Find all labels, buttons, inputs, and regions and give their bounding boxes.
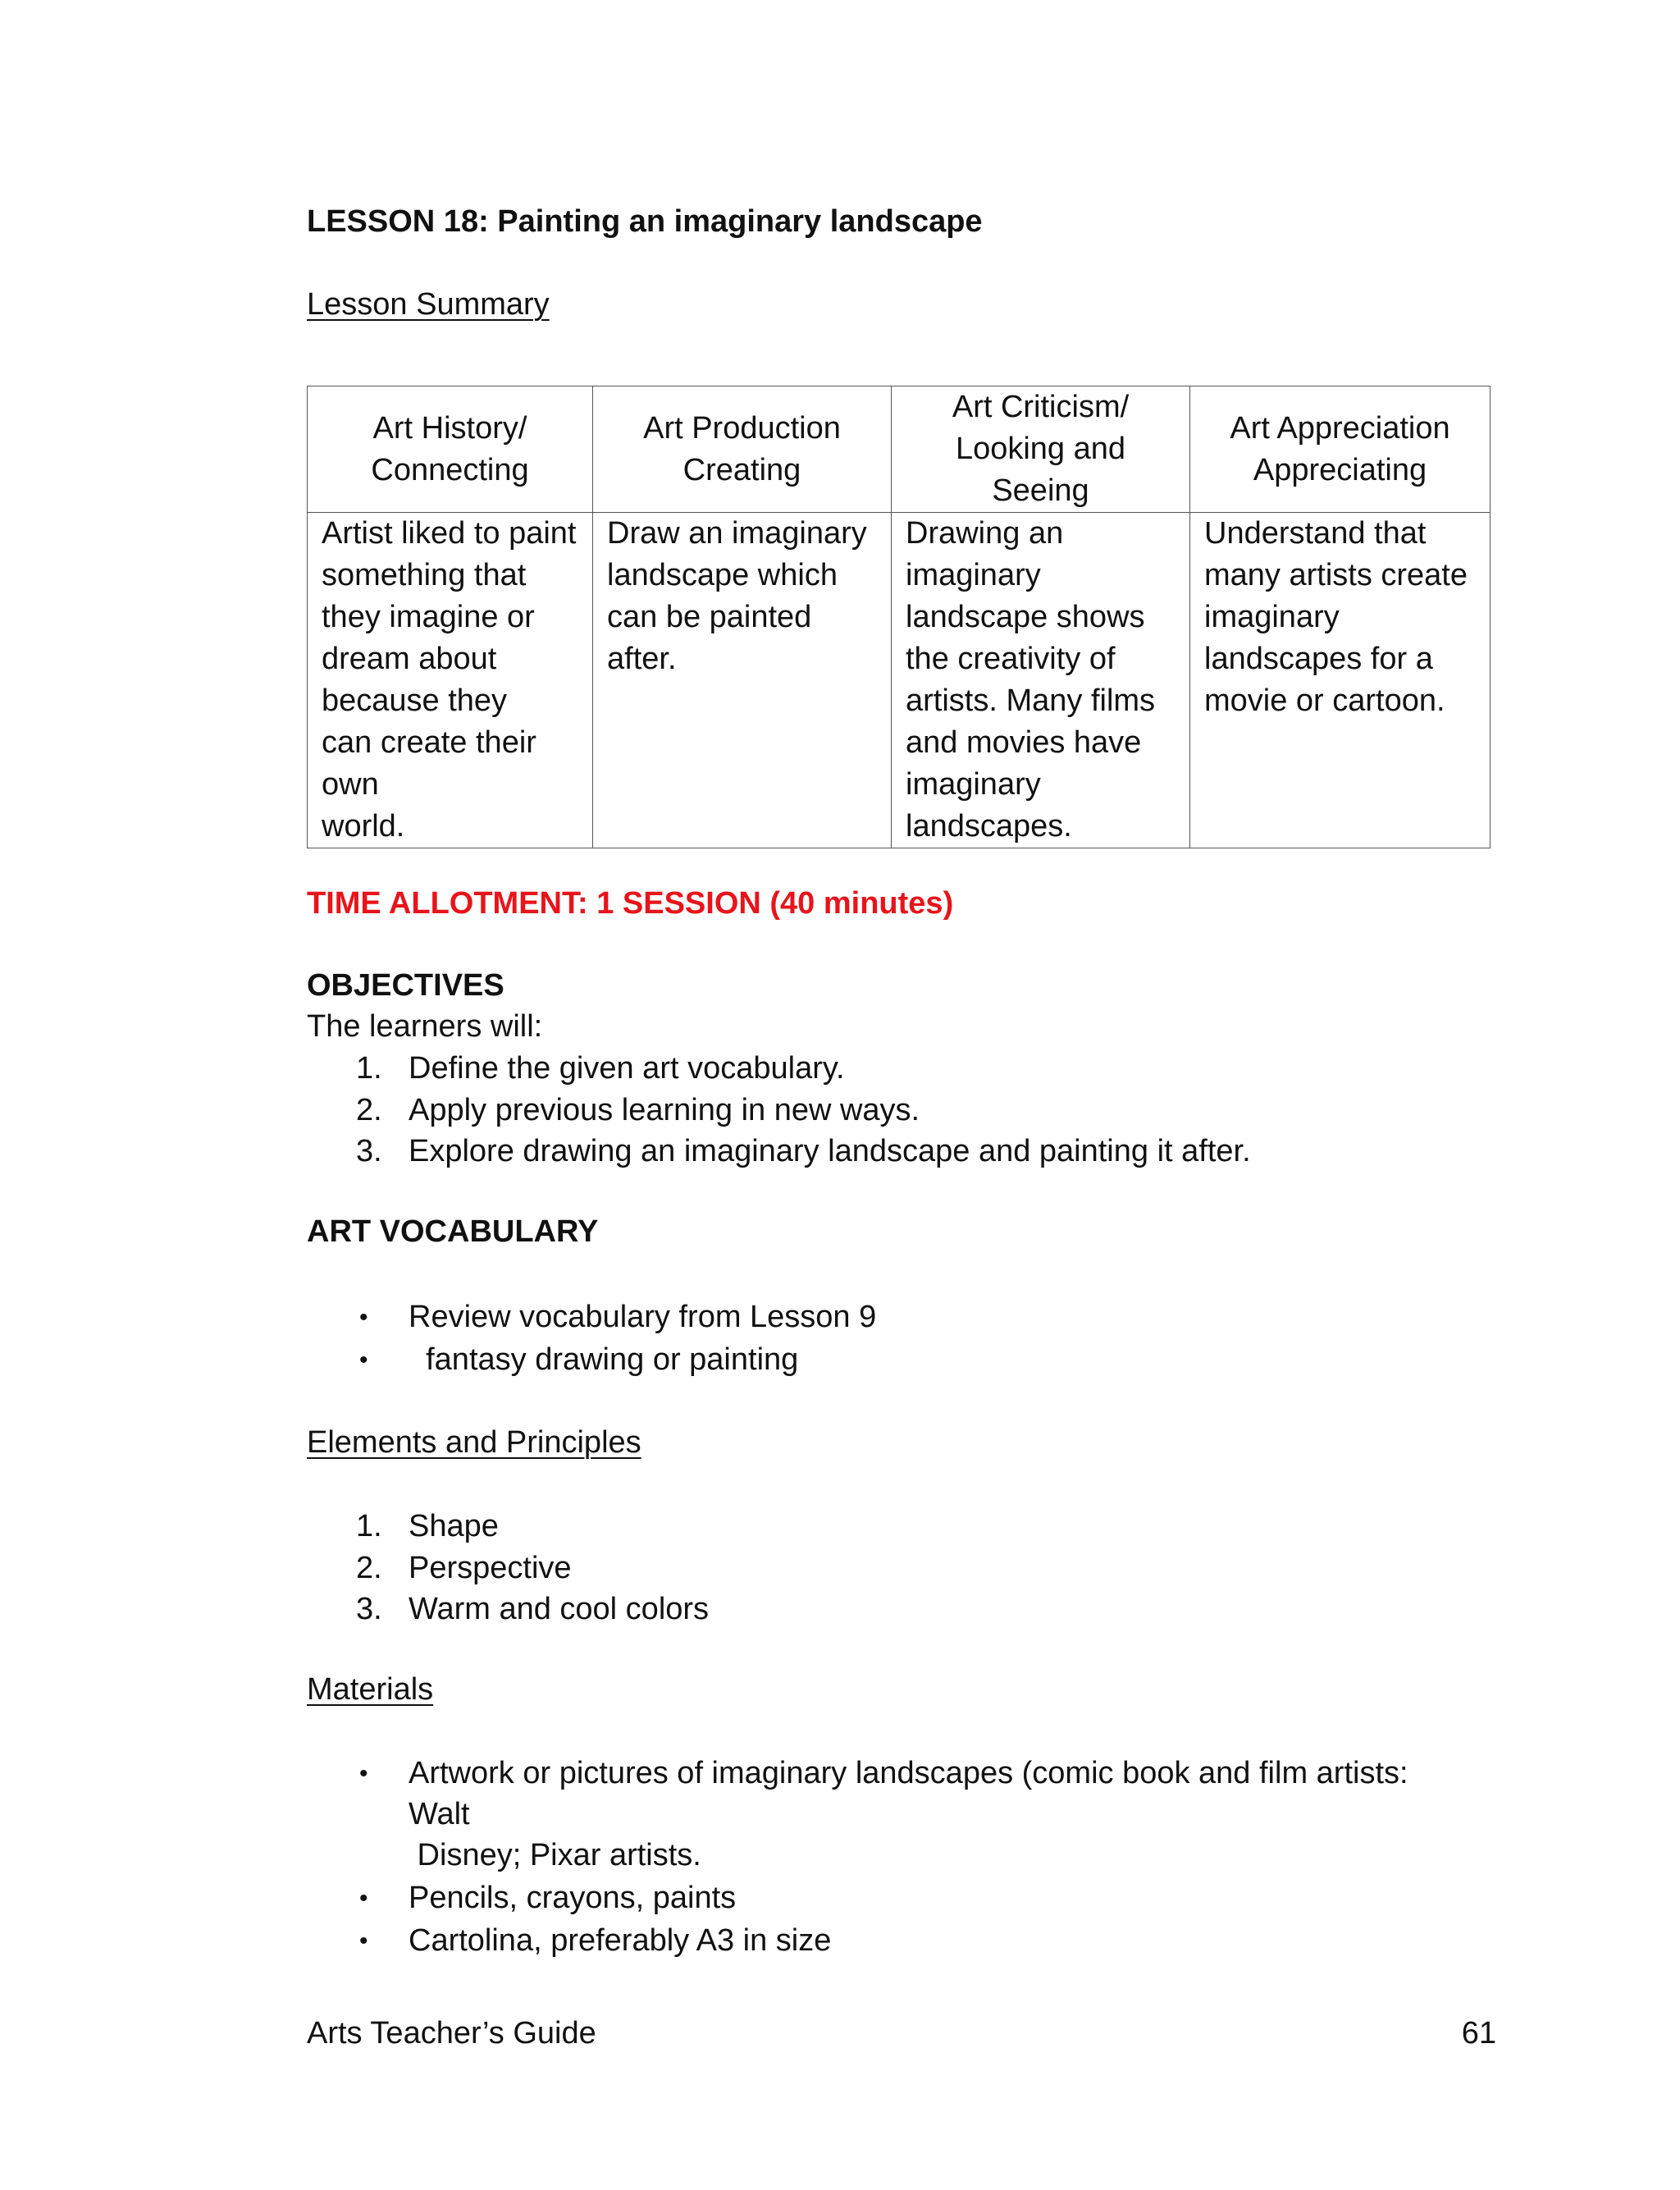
objectives-heading: OBJECTIVES [307, 968, 504, 1003]
list-text: Explore drawing an imaginary landscape and painting it after. [409, 1134, 1251, 1168]
vocabulary-heading: ART VOCABULARY [307, 1214, 599, 1249]
lesson-title: LESSON 18: Painting an imaginary landscape [307, 204, 983, 239]
list-text: Define the given art vocabulary. [409, 1051, 845, 1086]
list-text: Shape [409, 1509, 499, 1543]
list-number: 2. [356, 1551, 382, 1585]
objectives-intro: The learners will: [307, 1009, 543, 1044]
bullet-icon: • [359, 1346, 368, 1374]
elements-heading: Elements and Principles [307, 1425, 641, 1460]
summary-table-header-row [308, 386, 1491, 513]
list-text: Cartolina, preferably A3 in size [409, 1923, 832, 1958]
bullet-icon: • [359, 1885, 368, 1912]
summary-table-body-row [308, 513, 1491, 848]
lesson-summary-table [307, 386, 1491, 848]
list-text: Review vocabulary from Lesson 9 [409, 1300, 877, 1334]
list-text: Apply previous learning in new ways. [409, 1093, 920, 1127]
bullet-icon: • [359, 1927, 368, 1955]
cell-art-history: Artist liked to paint something that they imagine or dream about because they can create their own world. [308, 513, 593, 848]
bullet-icon: • [359, 1304, 368, 1331]
list-number: 3. [356, 1134, 382, 1168]
page-number: 61 [1461, 2016, 1496, 2051]
list-text: Pencils, crayons, paints [409, 1881, 737, 1915]
header-art-appreciation: Art Appreciation Appreciating [1190, 386, 1491, 513]
list-text: Walt [409, 1797, 470, 1831]
header-art-history: Art History/ Connecting [308, 386, 593, 513]
list-number: 1. [356, 1051, 382, 1086]
list-text: Perspective [409, 1551, 572, 1585]
header-art-criticism: Art Criticism/ Looking and Seeing [892, 386, 1190, 513]
footer-guide-title: Arts Teacher’s Guide [307, 2016, 596, 2051]
list-text: Artwork or pictures of imaginary landscapes (comic book and film artists: [409, 1756, 1408, 1790]
list-text: fantasy drawing or painting [409, 1342, 799, 1377]
list-number: 2. [356, 1093, 382, 1127]
list-text: Disney; Pixar artists. [409, 1838, 701, 1872]
bullet-icon: • [359, 1760, 368, 1787]
list-number: 3. [356, 1592, 382, 1626]
list-text: Warm and cool colors [409, 1592, 710, 1626]
materials-heading: Materials [307, 1672, 434, 1707]
summary-heading: Lesson Summary [307, 287, 550, 322]
list-number: 1. [356, 1509, 382, 1543]
cell-art-production: Draw an imaginary landscape which can be painted after. [593, 513, 892, 848]
header-art-production: Art Production Creating [593, 386, 892, 513]
cell-art-criticism: Drawing an imaginary landscape shows the creativity of artists. Many films and movies have imaginary landscapes. [892, 513, 1190, 848]
time-allotment: TIME ALLOTMENT: 1 SESSION (40 minutes) [307, 886, 954, 921]
cell-art-appreciation: Understand that many artists create imaginary landscapes for a movie or cartoon. [1190, 513, 1491, 848]
